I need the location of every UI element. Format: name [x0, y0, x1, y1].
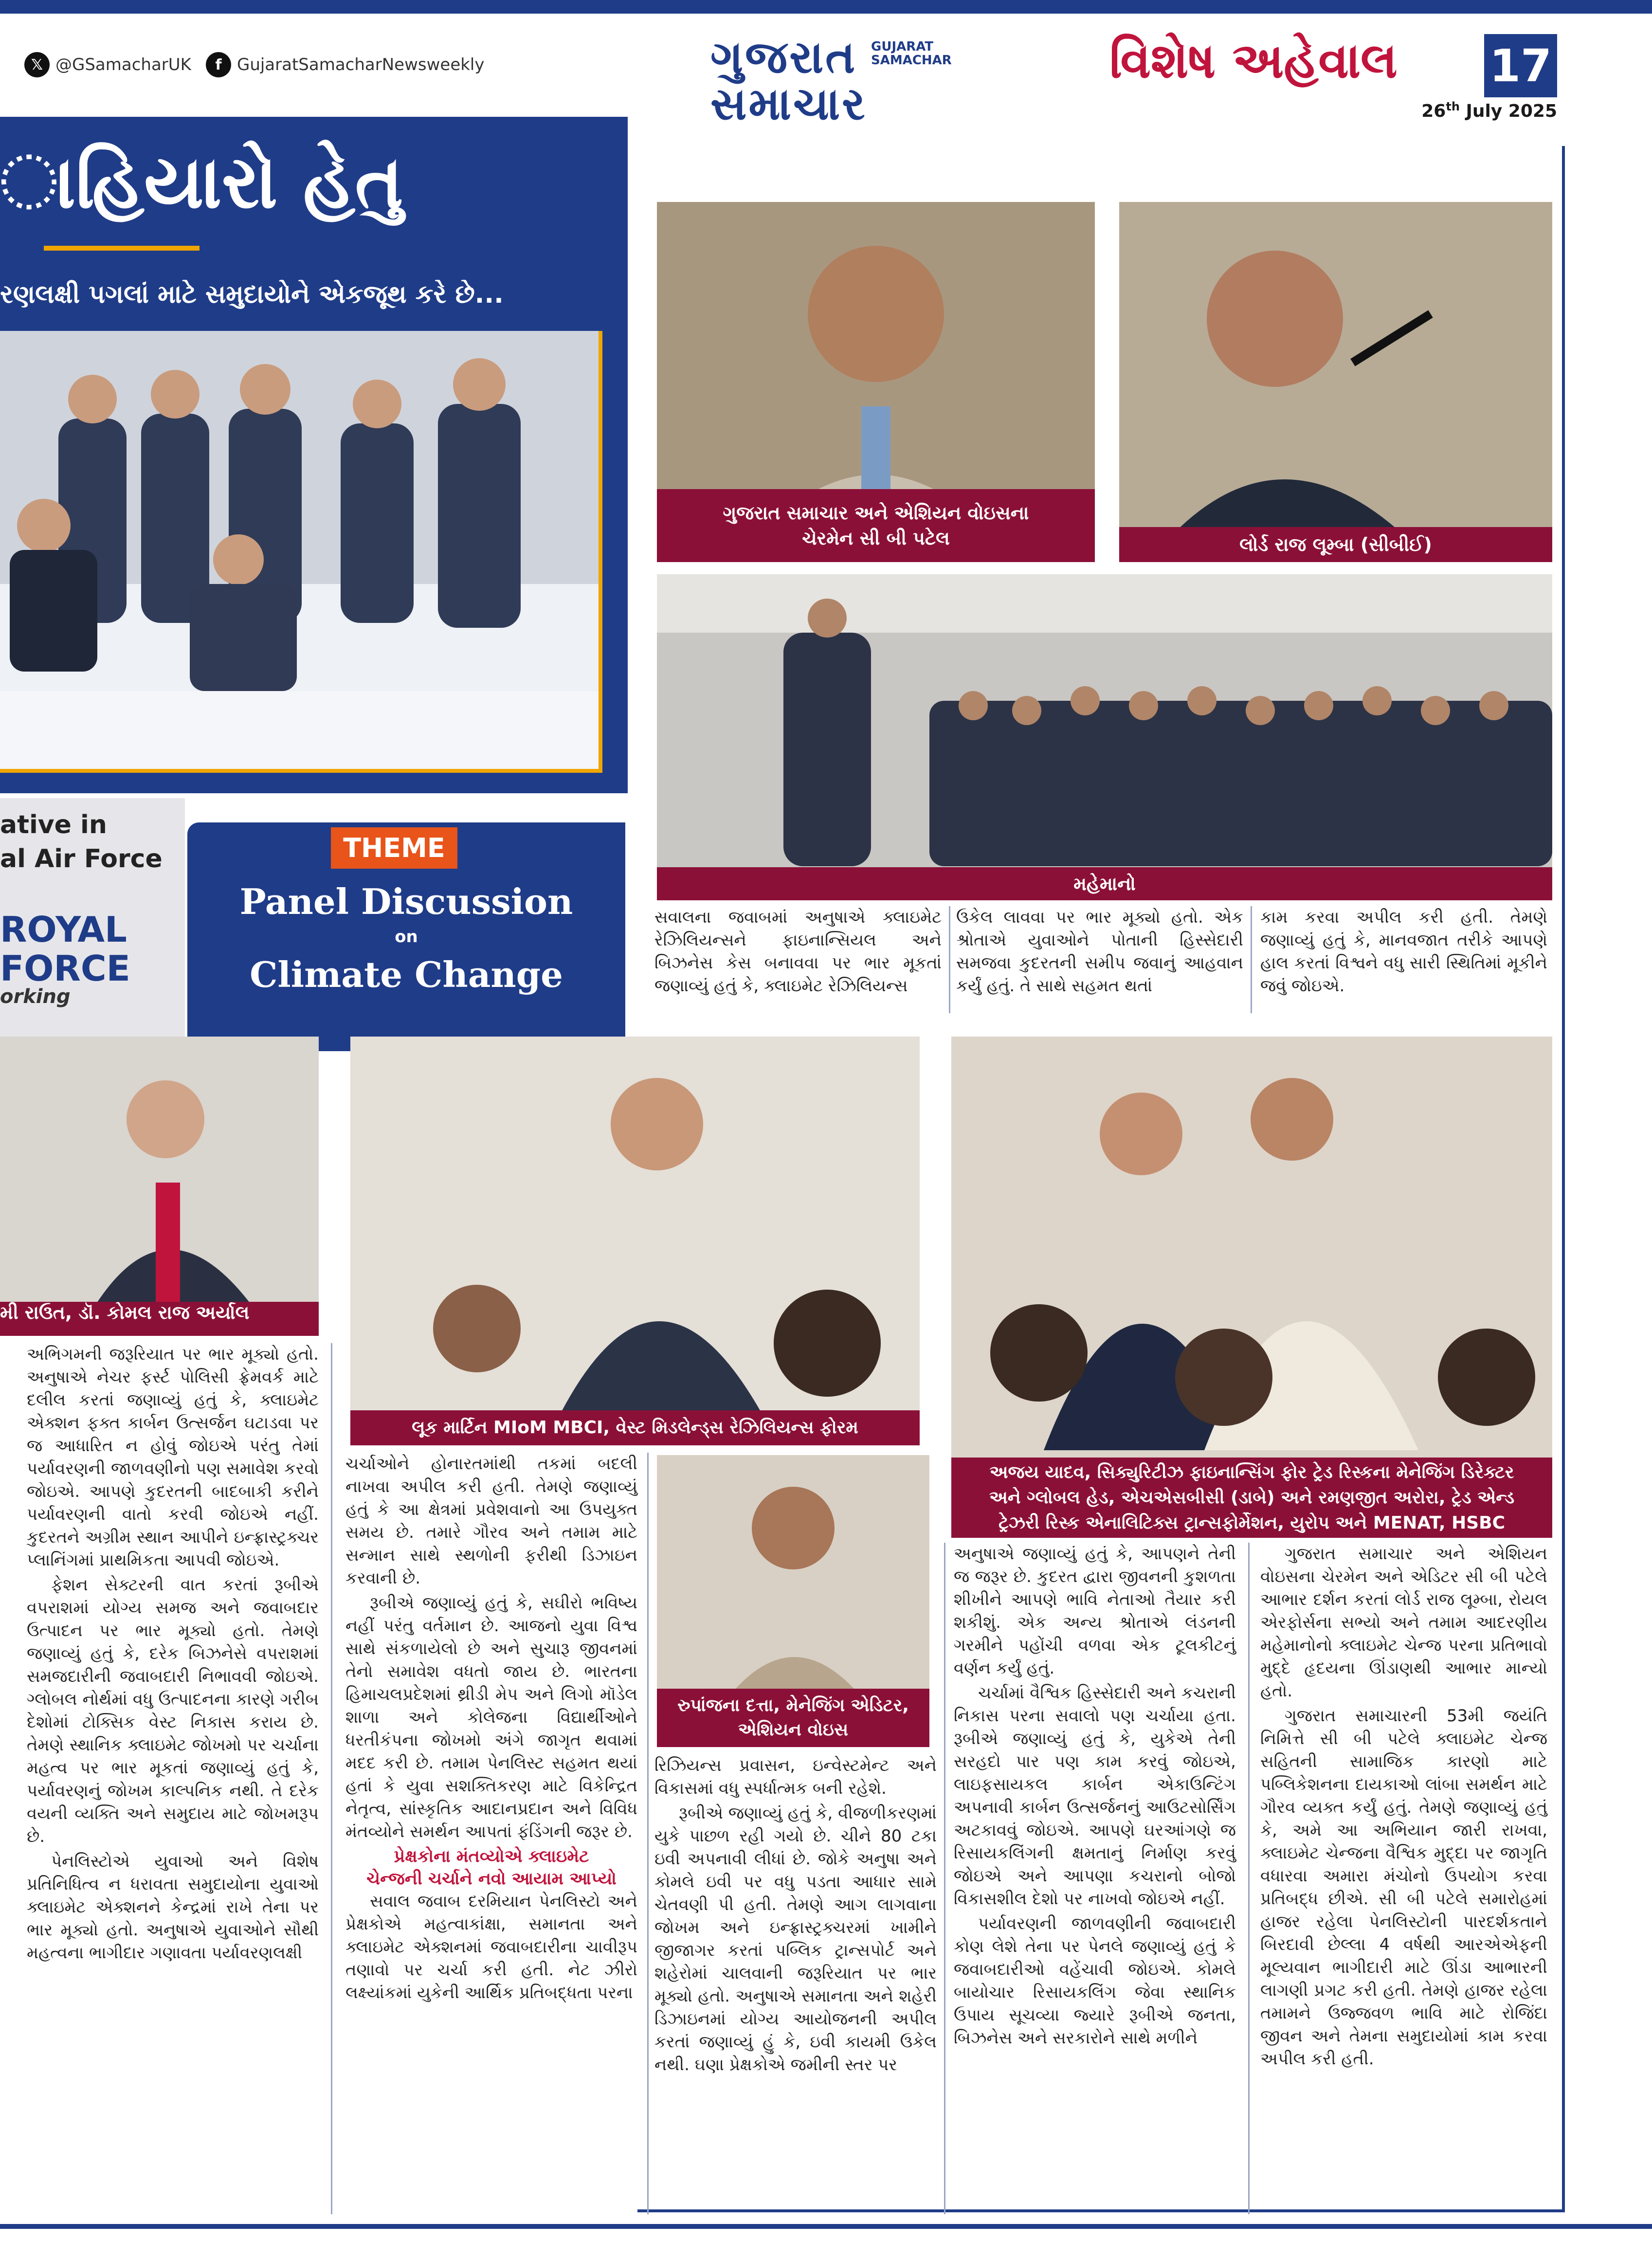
article-col-e	[1260, 1543, 1547, 2214]
col-d-para-2: ચર્ચામાં વૈશ્વિક હિસ્સેદારી અને કચરાની નિકાસ પરના સવાલો પણ ચર્ચાયા હતા. રૂબીએ જણાવ્યું હતું કે, યુકેએ તેની સરહદો પાર પણ કામ કરવું જોઇએ, લાઇફસાયકલ કાર્બન એકાઉન્ટિંગ અપનાવી કાર્બન ઉત્સર્જનનું આઉટસોર્સિંગ અટકાવવું જોઇએ. આપણે ઘરઆંગણે જ રિસાયકલિંગની ક્ષમતાનું નિર્માણ કરવું જોઇએ અને આપણા કચરાનો બોજો વિકાસશીલ દેશો પર નાખવો જોઇએ નહીં.	[954, 1683, 1236, 1909]
article-col-r2-text: ઉકેલ લાવવા પર ભાર મૂક્યો હતો. એક શ્રોતાએ યુવાઓને પોતાની હિસ્સેદારી સમજવા કુદરતની સમીપ જવાનું આહવાન કર્યું હતું. તે સાથે સહમત થતાં	[956, 908, 1243, 996]
section-label: વિશેષ અહેવાલ	[1109, 32, 1398, 89]
bottom-rule	[0, 2224, 1652, 2229]
col-b-para-1: ચર્ચાઓને હોનારતમાંથી તકમાં બદલી નાખવા અપીલ કરી હતી. તેમણે જણાવ્યું હતું કે આ ક્ષેત્રમાં પ્રવેશવાનો આ ઉપયુક્ત સમય છે. તમારે ગૌરવ અને તમામ માટે સન્માન સાથે સ્થળોની ફરીથી ડિઝાઇન કરવાની છે.	[345, 1454, 637, 1588]
group-photo	[0, 331, 602, 773]
article-col-a	[27, 1343, 319, 2214]
caption-cb-patel-line2: ચેરમેન સી બી પટેલ	[802, 528, 950, 549]
caption-luke-martin: લૂક માર્ટિન MIoM MBCI, વેસ્ટ મિડલેન્ડ્સ રેઝિલિયન્સ ફોરમ	[350, 1410, 920, 1445]
panel-on: on	[395, 927, 418, 947]
raf-logo-line2: FORCE	[0, 948, 130, 989]
theme-badge: THEME	[331, 827, 457, 869]
social-x-handle: @GSamacharUK	[55, 55, 191, 74]
article-col-r1-text: સવાલના જવાબમાં અનુષાએ ક્લાઇમેટ રેઝિલિયન્સને ફાઇનાન્સિયલ અને બિઝનેસ કેસ બનાવવા પર ભાર મૂકતાં જણાવ્યું હતું કે, ક્લાઇમેટ રેઝિલિયન્સ	[654, 908, 942, 996]
col-rule	[1251, 906, 1252, 1013]
caption-cb-patel-line1: ગુજરાત સમાચાર અને એશિયન વોઇસના	[723, 502, 1029, 524]
col-b-para-2: રૂબીએ જણાવ્યું હતું કે, સઘીરો ભવિષ્ય નહીં પરંતુ વર્તમાન છે. આજનો યુવા વિશ્વ સાથે સંકળાયેલો છે અને સુચારૂ જીવનમાં તેનો સમાવેશ વધતો જાય છે. ભારતના હિમાચલપ્રદેશમાં થ્રીડી મેપ અને લિગો મૉડેલ શાળા અને કોલેજના વિદ્યાર્થીઓને ધરતીકંપના જોખમો અંગે જાગૃત થવામાં મદદ કરી છે. તમામ પેનલિસ્ટ સહમત થયાં હતાં કે યુવા સશક્તિકરણ માટે વિકેન્દ્રિત નેતૃત્વ, સાંસ્કૃતિક આદાનપ્રદાન અને વિવિધ મંતવ્યોને સમર્થન આપતાં ફંડિંગની જરૂર છે.	[345, 1593, 637, 1841]
logo-main: ગુજરાત સમાચાર	[710, 31, 867, 130]
col-rule	[1248, 1543, 1250, 2214]
caption-raj-loomba: લોર્ડ રાજ લૂમ્બા (સીબીઈ)	[1119, 527, 1552, 562]
photo-cb-patel	[657, 202, 1095, 562]
panel-topic: Climate Change	[250, 954, 563, 995]
x-icon: 𝕏	[24, 52, 50, 77]
top-rule	[0, 0, 1652, 14]
article-col-r2	[956, 906, 1243, 1013]
raf-logo-text	[0, 910, 130, 988]
article-col-r1	[654, 906, 942, 1013]
col-b-para-3: સવાલ જવાબ દરમિયાન પેનલિસ્ટો અને પ્રેક્ષકોએ મહત્વાકાંક્ષા, સમાનતા અને ક્લાઇમેટ એક્શનમાં જવાબદારીના ચાવીરૂપ તણાવો પર ચર્ચા કરી હતી. નેટ ઝીરો લક્ષ્યાંકમાં યુકેની આર્થિક પ્રતિબદ્ધતા પરના	[345, 1892, 637, 2003]
col-c-para-2: રૂબીએ જણાવ્યું હતું કે, વીજળીકરણમાં યુકે પાછળ રહી ગયો છે. ચીને 80 ટકા ઇવી અપનાવી લીધાં છે. જોકે અનુષા અને કોમલે ઇવી પર વધુ પડતા આધાર સામે ચેતવણી પી હતી. તેમણે આગ લાગવાના જોખમ અને ઇન્ફ્રાસ્ટ્રક્ચરમાં ખામીને જીજાગર કરતાં પબ્લિક ટ્રાન્સપોર્ટ અને શહેરોમાં ચાલવાની જરૂરિયાત પર ભાર મૂક્યો હતો. અનુષાએ સમાનતા અને શહેરી ડિઝાઇનમાં યોગ્ય આયોજનની અપીલ કરતાં જણાવ્યું હું કે, ઇવી કાયમી ઉકેલ નથી. ઘણા પ્રેક્ષકોએ જમીની સ્તર પર	[654, 1804, 937, 2075]
article-col-c	[654, 1754, 937, 2214]
caption-ajay-ramanjit	[951, 1458, 1552, 1538]
social-facebook-handle: GujaratSamacharNewsweekly	[236, 55, 485, 74]
facebook-icon: f	[206, 52, 231, 77]
article-col-b	[345, 1453, 637, 2214]
col-e-para-2: ગુજરાત સમાચારની 53મી જયંતિ નિમિત્તે સી બી પટેલે ક્લાઇમેટ ચેન્જ સહિતની સામાજિક કારણો માટે પબ્લિકેશનના દાયકાઓ લાંબા સમર્થન માટે ગૌરવ વ્યક્ત કર્યું હતું. તેમણે જણાવ્યું હતું કે, અમે આ અભિયાન જારી રાખવા, ક્લાઇમેટ ચેન્જના વૈશ્વિક મુદ્દા પર જાગૃતિ વધારવા અમારા મંચોનો ઉપયોગ કરવા પ્રતિબદ્ધ છીએ. સી બી પટેલે સમારોહમાં હાજર રહેલા પેનલિસ્ટોની પારદર્શકતાને બિરદાવી છેલ્લા 4 વર્ષથી આરએએફની મૂલ્યવાન ભાગીદારી માટે ઊંડા આભારની લાગણી પ્રગટ કરી હતી. તેમણે હાજર રહેલા તમામને ઉજ્જવળ ભાવિ માટે રોજિંદા જીવન અને તેમના સમુદાયોમાં કામ કરવા અપીલ કરી હતી.	[1260, 1706, 1547, 2069]
caption-rupanjana-line2: એશિયન વોઇસ	[738, 1720, 849, 1740]
headline: ાહિયારો હેતુ	[0, 140, 403, 225]
social-x[interactable]	[24, 52, 191, 77]
caption-ajay-line3: ટ્રેઝરી રિસ્ક એનાલિટિક્સ ટ્રાન્સફોર્મેશન, યુરોપ અને MENAT, HSBC	[998, 1513, 1506, 1533]
photo-panelists	[0, 1037, 319, 1336]
article-col-r3-text: કામ કરવા અપીલ કરી હતી. તેમણે જણાવ્યું હતું કે, માનવજાત તરીકે આપણે હાલ કરતાં વિશ્વને વધુ સારી સ્થિતિમાં મૂકીને જવું જોઇએ.	[1260, 908, 1547, 996]
article-col-r3	[1260, 906, 1547, 1013]
banner-left-line2: al Air Force	[0, 844, 163, 874]
article-col-d	[954, 1543, 1236, 2214]
caption-panelists: મી રાઉત, ડૉ. કોમલ રાજ અર્યાલ	[0, 1302, 319, 1336]
logo-sub-2: SAMACHAR	[871, 53, 952, 68]
col-rule	[949, 906, 950, 1013]
photo-ajay-ramanjit	[951, 1037, 1552, 1538]
caption-ajay-line1: અજય યાદવ, સિક્યુરિટીઝ ફાઇનાન્સિંગ ફોર ટ્રેડ રિસ્કના મેનેજિંગ ડિરેક્ટર	[989, 1462, 1514, 1482]
banner-tagline: orking	[0, 985, 71, 1008]
col-b-subhead	[345, 1845, 637, 1890]
col-d-para-3: પર્યાવરણની જાળવણીની જવાબદારી કોણ લેશે તેના પર પેનલે જણાવ્યું હતું કે જવાબદારીઓ વહેંચાવી જોઇએ. કોમલે બાયોચાર રિસાયકલિંગ જેવા સ્થાનિક ઉપાય સૂચવ્યા જ્યારે રૂબીએ જનતા, બિઝનેસ અને સરકારોને સાથે મળીને	[954, 1914, 1236, 2048]
masthead-logo	[710, 31, 973, 130]
raf-banner	[0, 798, 185, 1041]
date-suffix: th	[1446, 100, 1460, 113]
col-a-para-2: ફેશન સેક્ટરની વાત કરતાં રૂબીએ વપરાશમાં યોગ્ય સમજ અને જવાબદાર ઉત્પાદન પર ભાર મૂક્યો હતો. તેમણે જણાવ્યું હતું કે, દરેક બિઝનેસે વપરાશમાં સમજદારીની જવાબદારી નિભાવવી જોઇએ. ગ્લોબલ નોર્થમાં વધુ ઉત્પાદનના કારણે ગરીબ દેશોમાં ટોક્સિક વેસ્ટ નિકાસ કરાય છે. તેમણે સ્થાનિક ક્લાઇમેટ જોખમો પર ચર્ચાના મહત્વ પર ભાર મૂકતાં જણાવ્યું હતું કે, પર્યાવરણનું જોખમ કાલ્પનિક નથી. તે દરેક વયની વ્યક્તિ અને સમુદાય માટે જોખમરૂપ છે.	[27, 1575, 319, 1846]
panel-title: Panel Discussion	[239, 881, 573, 922]
social-facebook[interactable]	[206, 52, 485, 77]
group-photo-image	[0, 331, 599, 769]
headline-rule	[44, 246, 200, 251]
photo-luke-martin	[350, 1037, 920, 1445]
photo-rupanjana	[657, 1455, 929, 1747]
caption-cb-patel	[657, 489, 1095, 562]
logo-sub	[871, 40, 952, 67]
col-rule	[331, 1343, 332, 2214]
page-number: 17	[1484, 34, 1557, 97]
raf-logo-line1: ROYAL	[0, 909, 127, 950]
caption-rupanjana-line1: રુપાંજના દત્તા, મેનેજિંગ એડિટર,	[677, 1695, 909, 1715]
photo-raj-loomba-image	[1119, 202, 1552, 562]
caption-guests: મહેમાનો	[657, 867, 1552, 900]
col-b-subhead-line2: ચેન્જની ચર્ચાને નવો આયામ આપ્યો	[366, 1869, 617, 1889]
caption-ajay-line2: અને ગ્લોબલ હેડ, એચએસબીસી (ડાબે) અને રમણજીત અરોરા, ટ્રેડ એન્ડ	[989, 1487, 1515, 1508]
photo-panelists-image	[0, 1037, 319, 1336]
banner-left-line1: ative in	[0, 810, 107, 839]
col-b-subhead-line1: પ્રેક્ષકોના મંતવ્યોએ ક્લાઇમેટ	[394, 1847, 589, 1866]
date-day: 26	[1421, 101, 1446, 121]
col-e-para-1: ગુજરાત સમાચાર અને એશિયન વોઇસના ચેરમેન અને એડિટર સી બી પટેલે આભાર દર્શન કરતાં લોર્ડ રાજ લૂમ્બા, રોયલ એરફોર્સના સભ્યો અને તમામ આદરણીય મહેમાનોનો ક્લાઇમેટ ચેન્જ પરના પ્રતિભાવો મુદ્દે હૃદયના ઊંડાણથી આભાર માન્યો હતો.	[1260, 1544, 1547, 1701]
photo-guests	[657, 574, 1552, 900]
col-a-para-1: અભિગમની જરૂરિયાત પર ભાર મૂક્યો હતો. અનુષાએ નેચર ફર્સ્ટ પોલિસી ફ્રેમવર્ક માટે દલીલ કરતાં જણાવ્યું હતું કે, ક્લાઇમેટ એક્શન ફક્ત કાર્બન ઉત્સર્જન ઘટાડવા પર જ આધારિત ન હોવું જોઇએ પરંતુ તેમાં પર્યાવરણની જાળવણીનો પણ સમાવેશ કરવો જોઇએ. આપણે કુદરતની બાદબાકી કરીને પર્યાવરણની વાતો કરવી જોઇએ નહીં. કુદરતને અગ્રીમ સ્થાન આપીને ઇન્ફ્રાસ્ટ્રક્ચર પ્લાનિંગમાં પ્રાથમિકતા આપવી જોઇએ.	[27, 1345, 319, 1570]
subheadline: રણલક્ષી પગલાં માટે સમુદાયોને એકજૂથ કરે છે...	[0, 280, 504, 309]
date-rest: July 2025	[1459, 101, 1557, 121]
col-a-para-3: પેનલિસ્ટોએ યુવાઓ અને વિશેષ પ્રતિનિધિત્વ ન ધરાવતા સમુદાયોના યુવાઓ ક્લાઇમેટ એક્શનને કેન્દ્રમાં રાખે તેના પર ભાર મૂક્યો હતો. અનુષાએ યુવાઓને સૌથી મહત્વના ભાગીદાર ગણાવતા પર્યાવરણલક્ષી	[27, 1852, 319, 1963]
col-d-para-1: અનુષાએ જણાવ્યું હતું કે, આપણને તેની જ જરૂર છે. કુદરત દ્વારા જીવનની કુશળતા શીખીને આપણે ભાવિ નેતાઓ તૈયાર કરી શકીશું. એક અન્ય શ્રોતાએ લંડનની ગરમીને પહોંચી વળવા એક ટૂલકીટનું વર્ણન કર્યું હતું.	[954, 1544, 1236, 1678]
photo-luke-martin-image	[350, 1037, 920, 1445]
caption-rupanjana	[657, 1689, 929, 1747]
photo-guests-image	[657, 574, 1552, 900]
logo-sub-1: GUJARAT	[871, 39, 934, 54]
col-rule	[647, 1453, 649, 2214]
social-links	[0, 38, 584, 91]
issue-date	[1411, 100, 1557, 124]
col-c-para-1: રિઝિયન્સ પ્રવાસન, ઇન્વેસ્ટમેન્ટ અને વિકાસમાં વધુ સ્પર્ધાત્મક બની રહેશે.	[654, 1756, 937, 1798]
photo-raj-loomba	[1119, 202, 1552, 562]
col-rule	[944, 1543, 945, 2214]
